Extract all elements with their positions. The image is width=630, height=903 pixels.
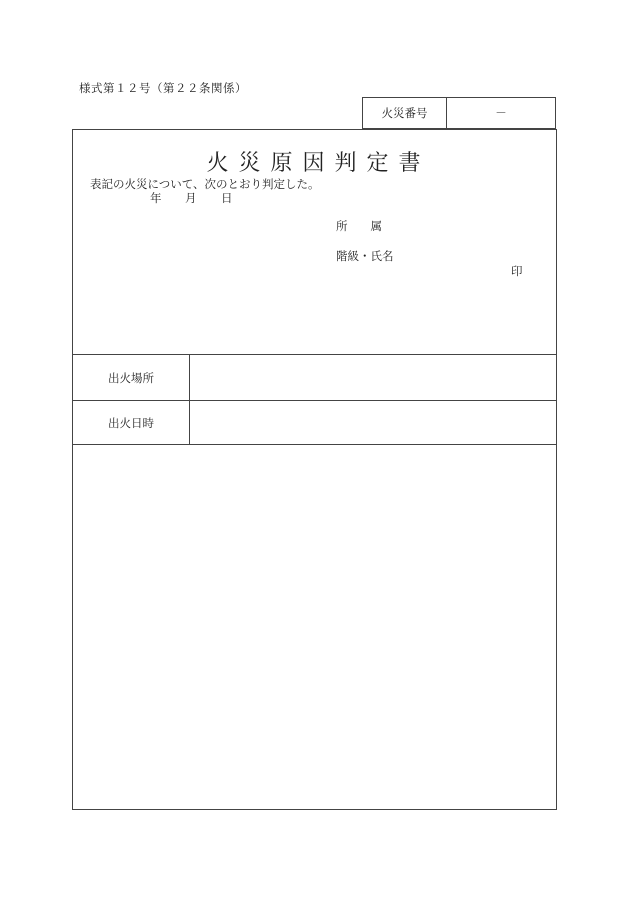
fire-number-label: 火災番号 bbox=[363, 98, 447, 128]
fire-number-value[interactable]: － bbox=[495, 106, 507, 120]
affiliation-label: 所 属 bbox=[336, 219, 382, 233]
date-month-label: 月 bbox=[185, 191, 197, 205]
fire-datetime-field[interactable] bbox=[190, 401, 556, 444]
form-title: 火災原因判定書 bbox=[206, 151, 431, 176]
fire-location-field[interactable] bbox=[190, 355, 556, 400]
date-day-label: 日 bbox=[221, 191, 233, 205]
judgment-form bbox=[72, 129, 557, 810]
judgment-content-area[interactable] bbox=[73, 444, 556, 809]
form-number-label: 様式第１２号（第２２条関係） bbox=[79, 81, 247, 95]
judgment-statement: 表記の火災について、次のとおり判定した。 bbox=[90, 177, 320, 191]
fire-location-row bbox=[73, 354, 556, 400]
date-year-label: 年 bbox=[150, 191, 162, 205]
rank-name-label: 階級・氏名 bbox=[336, 249, 394, 263]
seal-mark: 印 bbox=[511, 264, 523, 278]
fire-location-label: 出火場所 bbox=[73, 355, 190, 400]
fire-number-box bbox=[362, 97, 556, 129]
fire-datetime-label: 出火日時 bbox=[73, 401, 190, 444]
fire-datetime-row bbox=[73, 400, 556, 444]
